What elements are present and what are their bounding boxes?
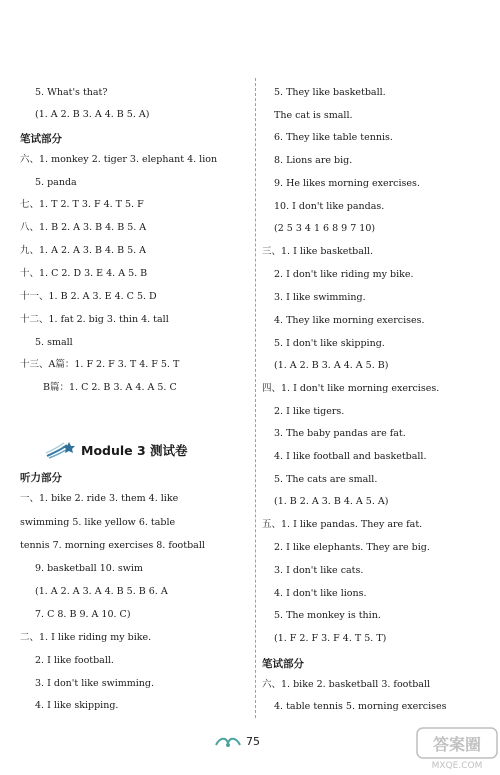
answer-line: 八、1. B 2. A 3. B 4. B 5. A (20, 222, 147, 233)
answer-line: 4. table tennis 5. morning exercises (274, 701, 447, 712)
answer-line: 6. They like table tennis. (274, 132, 393, 143)
answer-line: tennis 7. morning exercises 8. football (20, 540, 205, 551)
answer-line: 9. basketball 10. swim (35, 563, 143, 574)
answer-line: 5. small (35, 337, 73, 348)
module-heading (45, 440, 188, 460)
answer-line: 六、1. bike 2. basketball 3. football (262, 679, 431, 690)
module-title: Module 3 测试卷 (81, 443, 188, 458)
answer-line: 2. I like tigers. (274, 406, 345, 417)
answer-line: 10. I don't like pandas. (274, 201, 385, 212)
answer-line: (1. F 2. F 3. F 4. T 5. T) (274, 633, 387, 644)
answer-line: 5. I don't like skipping. (274, 338, 385, 349)
svg-text:MXQE.COM: MXQE.COM (431, 761, 483, 771)
answer-line: 3. The baby pandas are fat. (274, 428, 406, 439)
answer-line: 5. What's that? (35, 87, 108, 98)
comet-icon (45, 440, 75, 460)
answer-line: (1. B 2. A 3. B 4. A 5. A) (274, 496, 389, 507)
answer-line: The cat is small. (274, 110, 353, 121)
answer-line: swimming 5. like yellow 6. table (20, 517, 176, 528)
answer-line: 3. I like swimming. (274, 292, 366, 303)
answer-line: 4. I like football and basketball. (274, 451, 427, 462)
answer-line: 2. I like football. (35, 655, 114, 666)
section-heading: 笔试部分 (262, 658, 304, 670)
answer-line: 五、1. I like pandas. They are fat. (262, 519, 423, 530)
footer-ornament-icon (214, 735, 242, 749)
answer-line: (2 5 3 4 1 6 8 9 7 10) (274, 223, 376, 234)
answer-line: 一、1. bike 2. ride 3. them 4. like (20, 493, 179, 504)
answer-line: 十三、A篇：1. F 2. F 3. T 4. F 5. T (20, 359, 180, 370)
answer-line: 二、1. I like riding my bike. (20, 632, 152, 643)
answer-line: 5. The cats are small. (274, 474, 378, 485)
answer-line: 十二、1. fat 2. big 3. thin 4. tall (20, 314, 169, 325)
answer-line: 2. I don't like riding my bike. (274, 269, 414, 280)
answer-line: 4. They like morning exercises. (274, 315, 425, 326)
answer-line: 4. I like skipping. (35, 700, 119, 711)
answer-line: 十一、1. B 2. A 3. E 4. C 5. D (20, 291, 157, 302)
column-divider (255, 78, 256, 718)
section-heading: 听力部分 (20, 472, 62, 484)
answer-line: 2. I like elephants. They are big. (274, 542, 430, 553)
answer-line: (1. A 2. B 3. A 4. A 5. B) (274, 360, 389, 371)
page-number: 75 (246, 735, 260, 748)
watermark-logo (416, 727, 498, 771)
answer-line: 5. panda (35, 177, 77, 188)
answer-line: 六、1. monkey 2. tiger 3. elephant 4. lion (20, 154, 218, 165)
answer-line: 5. The monkey is thin. (274, 610, 381, 621)
answer-line: B篇：1. C 2. B 3. A 4. A 5. C (43, 382, 177, 393)
answer-line: 九、1. A 2. A 3. B 4. B 5. A (20, 245, 147, 256)
answer-line: (1. A 2. A 3. A 4. B 5. B 6. A (35, 586, 168, 597)
answer-line: 十、1. C 2. D 3. E 4. A 5. B (20, 268, 148, 279)
answer-line: 3. I don't like swimming. (35, 678, 155, 689)
answer-line: 5. They like basketball. (274, 87, 386, 98)
answer-line: 8. Lions are big. (274, 155, 353, 166)
section-heading: 笔试部分 (20, 133, 62, 145)
answer-line: 3. I don't like cats. (274, 565, 364, 576)
answer-line: (1. A 2. B 3. A 4. B 5. A) (35, 109, 150, 120)
svg-text:答案圈: 答案圈 (432, 735, 482, 754)
answer-line: 4. I don't like lions. (274, 588, 367, 599)
answer-line: 七、1. T 2. T 3. F 4. T 5. F (20, 199, 144, 210)
answer-line: 三、1. I like basketball. (262, 246, 373, 257)
answer-line: 9. He likes morning exercises. (274, 178, 420, 189)
answer-line: 四、1. I don't like morning exercises. (262, 383, 440, 394)
answer-line: 7. C 8. B 9. A 10. C) (35, 609, 131, 620)
